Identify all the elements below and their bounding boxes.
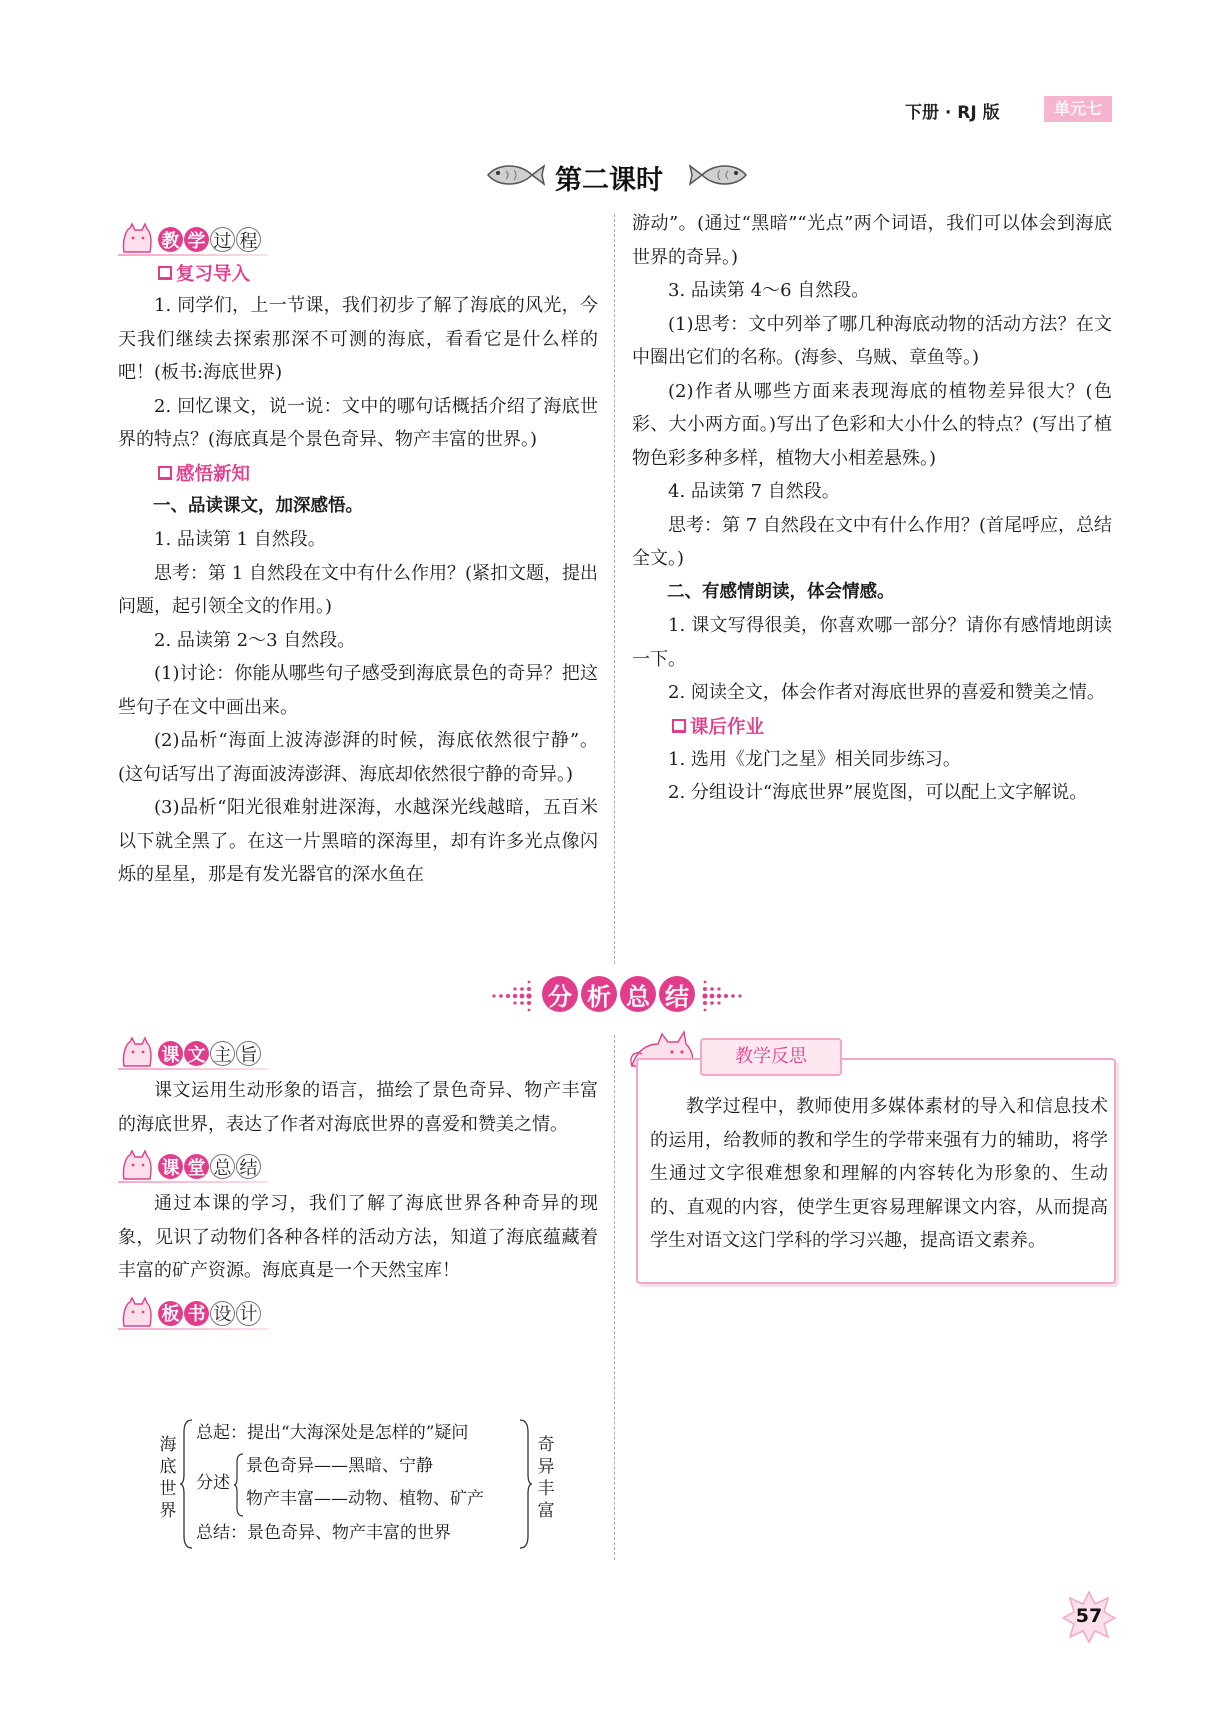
heading-char: 文 xyxy=(184,1041,209,1066)
new-paragraph-1: 1. 品读第 1 自然段。 xyxy=(154,529,326,550)
section-heading-summary xyxy=(118,1143,598,1183)
left-column xyxy=(118,216,598,892)
right-paragraph-7: 1. 课文写得很美，你喜欢哪一部分？请你有感情地朗读一下。 xyxy=(632,615,1112,670)
banner-char: 结 xyxy=(659,976,695,1012)
right-paragraph-3: (1)思考：文中列举了哪几种海底动物的活动方法？在文中圈出它们的名称。(海参、乌贼、章鱼等。) xyxy=(632,313,1112,368)
subheading-homework: 课后作业 xyxy=(632,710,1112,743)
banner-char: 总 xyxy=(620,976,656,1012)
square-bullet-icon xyxy=(158,466,172,480)
analysis-summary-banner xyxy=(542,976,696,1016)
board-item-2: 物产丰富——动物、植物、矿产 xyxy=(246,1489,484,1509)
cat-icon xyxy=(118,222,156,256)
cat-icon xyxy=(118,1149,156,1183)
right-paragraph-8: 2. 阅读全文，体会作者对海底世界的喜爱和赞美之情。 xyxy=(668,682,1105,703)
cat-icon xyxy=(118,1296,156,1330)
right-column xyxy=(632,207,1112,810)
column-divider-lower xyxy=(614,1035,616,1560)
reflection-text-wrap xyxy=(650,1090,1108,1258)
subheading-new-knowledge: 感悟新知 xyxy=(118,457,598,490)
board-item-1: 景色奇异——黑暗、宁静 xyxy=(246,1456,433,1476)
brace-right-icon xyxy=(518,1418,532,1550)
step-heading-2: 二、有感情朗读，体会情感。 xyxy=(667,581,895,602)
homework-2: 2. 分组设计“海底世界”展览图，可以配上文字解说。 xyxy=(668,782,1088,803)
right-paragraph-2: 3. 品读第 4～6 自然段。 xyxy=(668,280,870,301)
brace-inner-icon xyxy=(234,1452,244,1518)
subheading-review: 复习导入 xyxy=(118,256,598,289)
heading-char: 总 xyxy=(210,1154,235,1179)
cat-icon xyxy=(118,1036,156,1070)
step-heading-1: 一、品读课文，加深感悟。 xyxy=(153,495,363,516)
heading-char: 程 xyxy=(236,227,261,252)
reflection-title: 教学反思 xyxy=(700,1038,842,1076)
square-bullet-icon xyxy=(672,719,686,733)
heading-char: 课 xyxy=(158,1041,183,1066)
square-bullet-icon xyxy=(158,266,172,280)
dots-decoration-icon xyxy=(490,978,536,1014)
heading-char: 过 xyxy=(210,227,235,252)
page-number: 57 xyxy=(1075,1605,1103,1627)
reflection-text: 教学过程中，教师使用多媒体素材的导入和信息技术的运用，给教师的教和学生的学带来强有力的辅助，将学生通过文字很难想象和理解的内容转化为形象的、生动的、直观的内容，使学生更容易理解课文内容，从而提高学生对语文这门学科的学习兴趣，提高语文素养。 xyxy=(650,1096,1108,1251)
summary-text: 通过本课的学习，我们了解了海底世界各种奇异的现象，见识了动物们各种各样的活动方法，知道了海底蕴藏着丰富的矿产资源。海底真是一个天然宝库！ xyxy=(118,1193,598,1281)
banner-char: 分 xyxy=(542,976,578,1012)
header-book: 下册 · RJ 版 xyxy=(905,103,1000,123)
section-heading-teaching-process xyxy=(118,216,598,256)
banner-char: 析 xyxy=(581,976,617,1012)
dots-decoration-icon xyxy=(698,978,744,1014)
review-paragraph-1: 1. 同学们，上一节课，我们初步了解了海底的风光，今天我们继续去探索那深不可测的海底，看看它是什么样的吧！(板书:海底世界) xyxy=(118,295,598,383)
heading-char: 设 xyxy=(210,1301,235,1326)
theme-text: 课文运用生动形象的语言，描绘了景色奇异、物产丰富的海底世界，表达了作者对海底世界的喜爱和赞美之情。 xyxy=(118,1080,598,1135)
board-start: 总起：提出“大海深处是怎样的”疑问 xyxy=(196,1423,469,1443)
heading-char: 书 xyxy=(184,1301,209,1326)
right-paragraph-6: 思考：第 7 自然段在文中有什么作用？(首尾呼应，总结全文。) xyxy=(632,514,1112,569)
fish-icon xyxy=(484,161,548,189)
header-unit-badge: 单元七 xyxy=(1044,96,1112,122)
right-paragraph-1: 游动”。(通过“黑暗”“光点”两个词语，我们可以体会到海底世界的奇异。) xyxy=(632,213,1112,268)
brace-left-icon xyxy=(180,1418,194,1550)
board-result: 奇 异 丰 富 xyxy=(537,1435,555,1521)
heading-char: 学 xyxy=(184,227,209,252)
board-split: 分述 xyxy=(196,1473,230,1493)
new-paragraph-3: 2. 品读第 2～3 自然段。 xyxy=(154,629,356,651)
right-paragraph-5: 4. 品读第 7 自然段。 xyxy=(668,481,840,502)
heading-char: 堂 xyxy=(184,1154,209,1179)
new-paragraph-6: (3)品析“阳光很难射进深海，水越深光线越暗，五百米以下就全黑了。在这一片黑暗的深海里，却有许多光点像闪烁的星星，那是有发光器官的深水鱼在 xyxy=(118,797,598,885)
right-paragraph-4: (2)作者从哪些方面来表现海底的植物差异很大？(色彩、大小两方面。)写出了色彩和大小什么的特点？(写出了植物色彩多种多样，植物大小相差悬殊。) xyxy=(632,380,1112,469)
new-paragraph-5: (2)品析“海面上波涛澎湃的时候，海底依然很宁静”。(这句话写出了海面波涛澎湃、海底却依然很宁静的奇异。) xyxy=(118,730,598,785)
heading-char: 教 xyxy=(158,227,183,252)
heading-char: 结 xyxy=(236,1154,261,1179)
homework-1: 1. 选用《龙门之星》相关同步练习。 xyxy=(668,748,961,770)
column-divider xyxy=(614,214,616,964)
lower-left-column xyxy=(118,1030,598,1330)
section-heading-theme xyxy=(118,1030,598,1070)
lesson-title: 第二课时 xyxy=(555,165,663,196)
board-root: 海 底 世 界 xyxy=(159,1435,177,1521)
board-end: 总结：景色奇异、物产丰富的世界 xyxy=(196,1523,451,1543)
new-paragraph-4: (1)讨论：你能从哪些句子感受到海底景色的奇异？把这些句子在文中画出来。 xyxy=(118,663,598,718)
board-design-diagram xyxy=(158,1418,578,1548)
review-paragraph-2: 2. 回忆课文，说一说：文中的哪句话概括介绍了海底世界的特点？(海底真是个景色奇异、物产丰富的世界。) xyxy=(118,395,598,450)
heading-char: 主 xyxy=(210,1041,235,1066)
heading-char: 课 xyxy=(158,1154,183,1179)
new-paragraph-2: 思考：第 1 自然段在文中有什么作用？(紧扣文题，提出问题，起引领全文的作用。) xyxy=(118,562,598,617)
heading-char: 旨 xyxy=(236,1041,261,1066)
section-heading-board xyxy=(118,1290,598,1330)
heading-char: 计 xyxy=(236,1301,261,1326)
heading-char: 板 xyxy=(158,1301,183,1326)
fish-icon xyxy=(686,161,750,189)
